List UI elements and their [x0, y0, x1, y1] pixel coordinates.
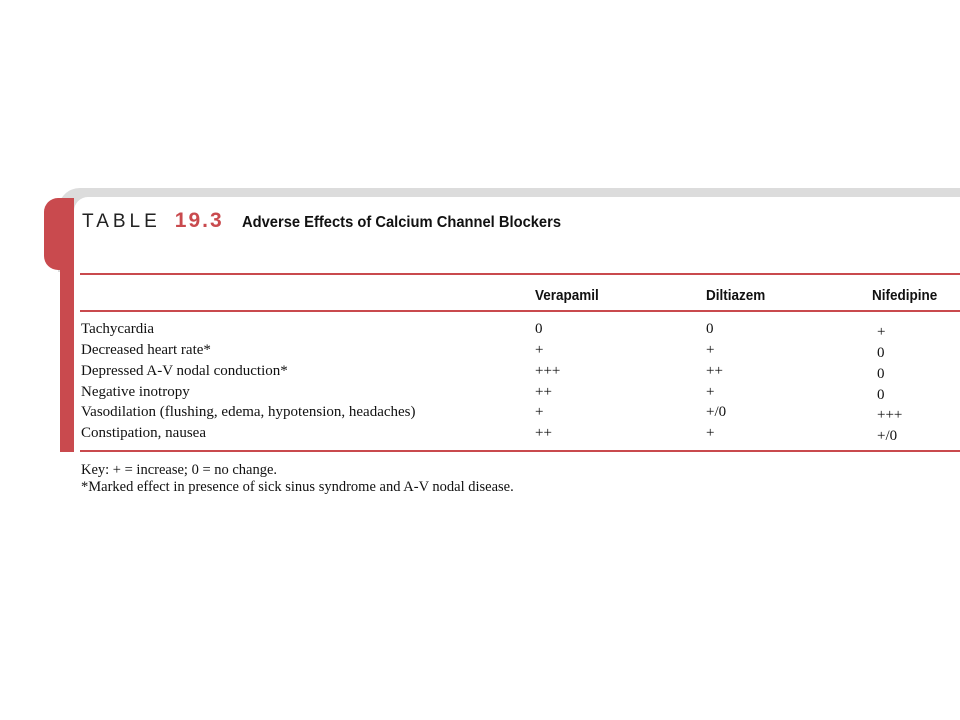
effect-label: Constipation, nausea [81, 425, 206, 441]
nifedipine-value: +++ [877, 407, 903, 423]
red-bracket-top [44, 198, 74, 270]
table-row [0, 404, 960, 424]
verapamil-value: + [535, 342, 544, 358]
diltiazem-value: + [706, 425, 715, 441]
verapamil-value: ++ [535, 384, 552, 400]
effect-label: Tachycardia [81, 321, 155, 337]
table-row [0, 363, 960, 383]
nifedipine-value: 0 [877, 366, 885, 382]
nifedipine-value: +/0 [877, 428, 898, 444]
table-footnotes [81, 462, 514, 496]
footnote-key: Key: + = increase; 0 = no change. [81, 462, 278, 478]
column-header-nifedipine: Nifedipine [872, 287, 938, 304]
table-number: 19.3 [174, 209, 224, 232]
effect-label: Decreased heart rate* [81, 342, 211, 358]
bottom-rule [80, 450, 960, 452]
footnote-asterisk: *Marked effect in presence of sick sinus syndrome and A-V nodal disease. [81, 479, 514, 495]
header-rule [80, 310, 960, 312]
verapamil-value: +++ [535, 363, 561, 379]
effect-label: Negative inotropy [81, 384, 190, 400]
top-rule [80, 273, 960, 275]
diltiazem-value: 0 [706, 321, 714, 337]
column-header-verapamil: Verapamil [535, 287, 599, 304]
table-row [0, 425, 960, 445]
table-title [82, 209, 588, 233]
verapamil-value: + [535, 404, 544, 420]
nifedipine-value: + [877, 324, 886, 340]
table-row [0, 342, 960, 362]
effect-label: Vasodilation (flushing, edema, hypotension, headaches) [81, 404, 416, 420]
effect-label: Depressed A-V nodal conduction* [81, 363, 288, 379]
column-header-diltiazem: Diltiazem [706, 287, 766, 304]
diltiazem-value: + [706, 342, 715, 358]
diltiazem-value: ++ [706, 363, 723, 379]
diltiazem-value: + [706, 384, 715, 400]
nifedipine-value: 0 [877, 387, 885, 403]
table-row [0, 384, 960, 404]
diltiazem-value: +/0 [706, 404, 727, 420]
table-label-word: TABLE [82, 211, 161, 232]
nifedipine-value: 0 [877, 345, 885, 361]
verapamil-value: ++ [535, 425, 552, 441]
table-row [0, 321, 960, 341]
table-caption: Adverse Effects of Calcium Channel Blockers [241, 214, 561, 231]
verapamil-value: 0 [535, 321, 543, 337]
